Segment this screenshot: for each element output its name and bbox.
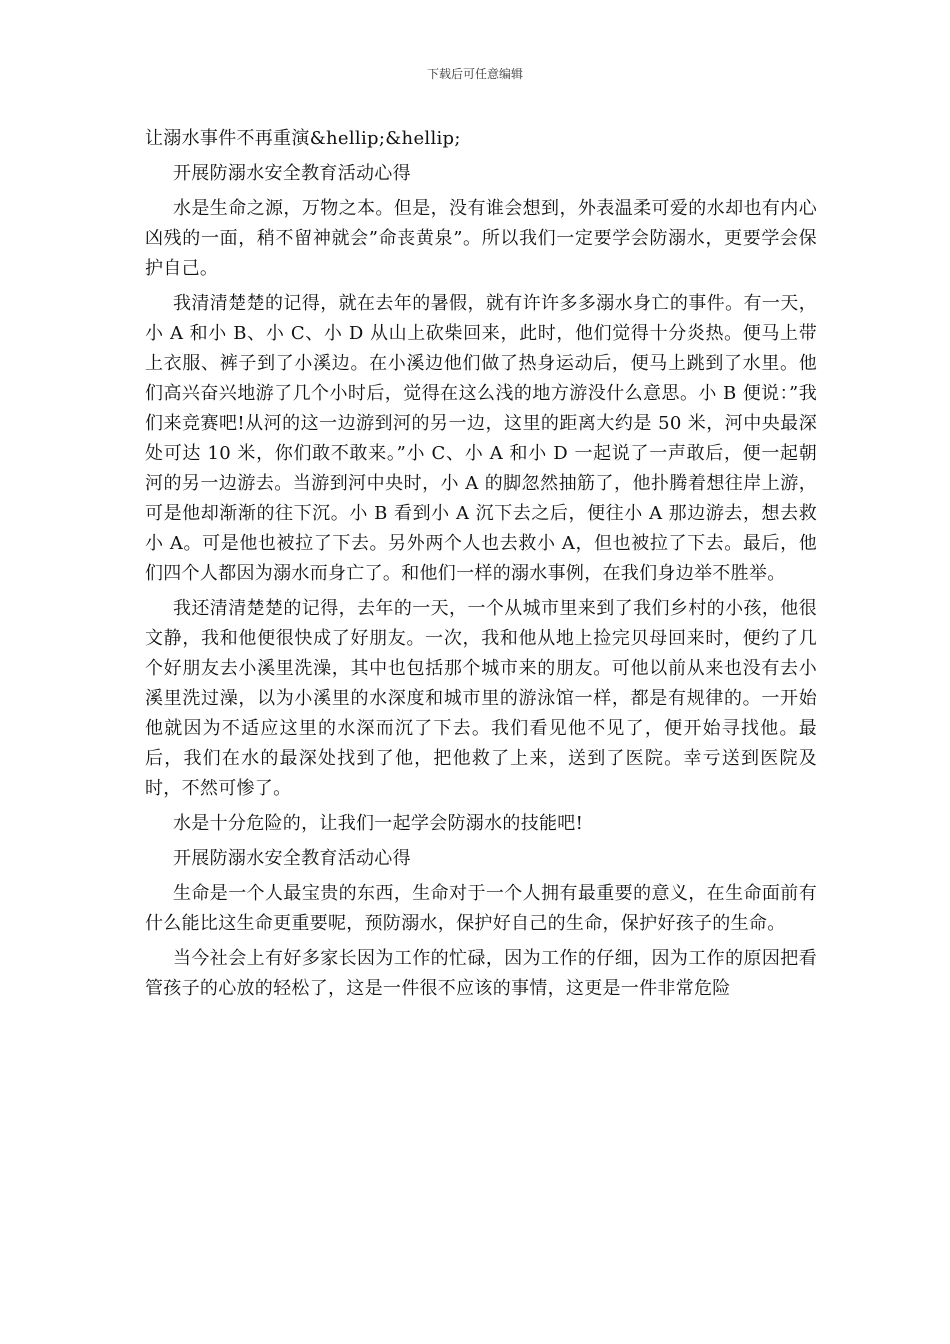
paragraph-intro-line: 让溺水事件不再重演&hellip;&hellip; xyxy=(145,128,461,149)
section-title-2: 开展防溺水安全教育活动心得 xyxy=(173,848,411,869)
paragraph: 我清清楚楚的记得，就在去年的暑假，就有许许多多溺水身亡的事件。有一天，小 A 和小 B、小 C、小 D 从山上砍柴回来，此时，他们觉得十分炎热。便马上带上衣服、裤子到了小溪边。在小溪边他们做了热身运动后，便马上跳到了水里。他们高兴奋兴地游了几个小时后，觉得在这么浅的地方游没什么意思。小 B 便说：”我们来竞赛吧!从河的这一边游到河的另一边，这里的距离大约是 50 米，河中央最深处可达 10 米，你们敢不敢来。”小 C、小 A 和小 D 一起说了一声敢后，便一起朝河的另一边游去。当游到河中央时，小 A 的脚忽然抽筋了，他扑腾着想往岸上游，可是他却渐渐的往下沉。小 B 看到小 A 沉下去之后，便往小 A 那边游去，想去救小 A。可是他也被拉了下去。另外两个人也去救小 A，但也被拉了下去。最后，他们四个人都因为溺水而身亡了。和他们一样的溺水事例，在我们身边举不胜举。 xyxy=(145,293,817,584)
section-title-1: 开展防溺水安全教育活动心得 xyxy=(173,163,411,184)
paragraph: 水是生命之源，万物之本。但是，没有谁会想到，外表温柔可爱的水却也有内心凶残的一面，稍不留神就会”命丧黄泉”。所以我们一定要学会防溺水，更要学会保护自己。 xyxy=(145,198,817,279)
paragraph: 我还清清楚楚的记得，去年的一天，一个从城市里来到了我们乡村的小孩，他很文静，我和他便很快成了好朋友。一次，我和他从地上捡完贝母回来时，便约了几个好朋友去小溪里洗澡，其中也包括那个城市来的朋友。可他以前从来也没有去小溪里洗过澡，以为小溪里的水深度和城市里的游泳馆一样，都是有规律的。一开始他就因为不适应这里的水深而沉了下去。我们看见他不见了，便开始寻找他。最后，我们在水的最深处找到了他，把他救了上来，送到了医院。幸亏送到医院及时，不然可惨了。 xyxy=(145,598,817,799)
document-body xyxy=(145,124,817,1004)
paragraph: 生命是一个人最宝贵的东西，生命对于一个人拥有最重要的意义，在生命面前有什么能比这生命更重要呢，预防溺水，保护好自己的生命，保护好孩子的生命。 xyxy=(145,883,817,934)
paragraph: 水是十分危险的，让我们一起学会防溺水的技能吧! xyxy=(173,813,584,834)
paragraph: 当今社会上有好多家长因为工作的忙碌，因为工作的仔细，因为工作的原因把看管孩子的心放的轻松了，这是一件很不应该的事情，这更是一件非常危险 xyxy=(145,948,817,999)
page-header: 下载后可任意编辑 xyxy=(426,67,523,81)
